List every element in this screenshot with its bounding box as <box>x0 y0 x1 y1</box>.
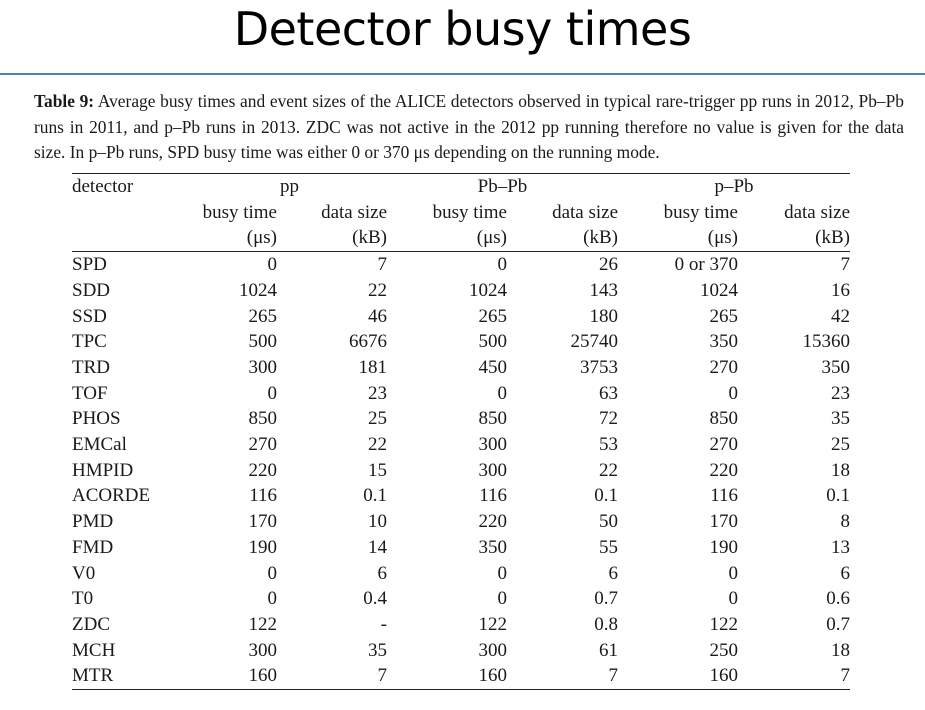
value-cell: 15 <box>368 459 387 481</box>
value-cell: 250 <box>709 639 738 661</box>
value-cell: 122 <box>709 613 738 635</box>
value-cell: 180 <box>589 305 618 327</box>
table-row <box>72 252 850 278</box>
unit-label: (kB) <box>738 225 850 251</box>
value-cell: 0 <box>497 382 507 404</box>
value-cell: 53 <box>599 434 618 456</box>
detector-name-cell: TPC <box>72 331 107 353</box>
value-cell: 0.7 <box>594 588 618 610</box>
table-row <box>72 304 850 330</box>
value-cell: 850 <box>478 408 507 430</box>
value-cell: 35 <box>368 639 387 661</box>
detector-name-cell: EMCal <box>72 434 127 456</box>
value-cell: 265 <box>478 305 507 327</box>
value-cell: 160 <box>618 663 738 689</box>
value-cell: 18 <box>831 459 850 481</box>
value-cell: 0 <box>267 588 277 610</box>
value-cell: 7 <box>377 254 387 276</box>
value-cell: 15360 <box>802 331 850 353</box>
value-cell: 450 <box>478 356 507 378</box>
value-cell: 35 <box>831 408 850 430</box>
value-cell: 116 <box>710 485 738 507</box>
value-cell: 25 <box>368 408 387 430</box>
value-cell: 300 <box>248 356 277 378</box>
value-cell: - <box>380 613 387 635</box>
value-cell: 8 <box>840 511 850 533</box>
detector-name-cell: PHOS <box>72 408 121 430</box>
value-cell: 350 <box>478 536 507 558</box>
value-cell: 25 <box>831 434 850 456</box>
detector-name-cell: TOF <box>72 382 108 404</box>
header-empty <box>72 225 192 251</box>
value-cell: 6 <box>840 562 850 584</box>
value-cell: 1024 <box>700 279 738 301</box>
header-detector: detector <box>72 174 192 200</box>
value-cell: 0.4 <box>363 588 387 610</box>
detector-name-cell: V0 <box>72 562 96 584</box>
table-row <box>72 483 850 509</box>
unit-label: (kB) <box>277 225 387 251</box>
unit-label: (μs) <box>387 225 507 251</box>
value-cell: 116 <box>249 485 277 507</box>
value-cell: 160 <box>387 663 507 689</box>
value-cell: 0.8 <box>594 613 618 635</box>
value-cell: 1024 <box>469 279 507 301</box>
value-cell: 0.1 <box>363 485 387 507</box>
value-cell: 7 <box>507 663 618 689</box>
value-cell: 0 or 370 <box>674 254 738 276</box>
header-empty <box>72 200 192 226</box>
unit-label: (μs) <box>192 225 277 251</box>
detector-name-cell: HMPID <box>72 459 134 481</box>
table-row <box>72 509 850 535</box>
table-row <box>72 561 850 587</box>
value-cell: 0 <box>728 382 738 404</box>
value-cell: 160 <box>192 663 277 689</box>
value-cell: 143 <box>589 279 618 301</box>
value-cell: 61 <box>599 639 618 661</box>
value-cell: 0 <box>267 382 277 404</box>
value-cell: 13 <box>831 536 850 558</box>
detector-name-cell: ACORDE <box>72 485 151 507</box>
subheader: busy time <box>432 201 507 223</box>
value-cell: 0.1 <box>826 485 850 507</box>
subheader: busy time <box>202 201 277 223</box>
value-cell: 0 <box>497 588 507 610</box>
subheader: busy time <box>663 201 738 223</box>
value-cell: 265 <box>248 305 277 327</box>
value-cell: 10 <box>368 511 387 533</box>
caption-label: Table 9: <box>34 91 95 111</box>
header-row-units <box>72 225 850 251</box>
value-cell: 170 <box>709 511 738 533</box>
detector-name-cell: T0 <box>72 588 94 610</box>
value-cell: 46 <box>368 305 387 327</box>
value-cell: 26 <box>599 254 618 276</box>
value-cell: 0 <box>728 588 738 610</box>
subheader: data size <box>321 201 387 223</box>
table-row <box>72 535 850 561</box>
value-cell: 0 <box>497 562 507 584</box>
table-row <box>72 406 850 432</box>
header-group-pbpb: Pb–Pb <box>387 174 618 200</box>
header-row-groups <box>72 174 850 200</box>
value-cell: 6676 <box>349 331 387 353</box>
value-cell: 500 <box>478 331 507 353</box>
detector-name-cell: PMD <box>72 511 114 533</box>
table-row <box>72 638 850 664</box>
subheader: data size <box>784 201 850 223</box>
value-cell: 7 <box>738 663 850 689</box>
table-row <box>72 586 850 612</box>
value-cell: 0 <box>497 254 507 276</box>
table-row <box>72 458 850 484</box>
value-cell: 350 <box>821 356 850 378</box>
value-cell: 270 <box>709 356 738 378</box>
value-cell: 500 <box>248 331 277 353</box>
slide-title: Detector busy times <box>233 2 692 56</box>
value-cell: 265 <box>709 305 738 327</box>
table-row <box>72 612 850 638</box>
header-row-subheaders <box>72 200 850 226</box>
value-cell: 22 <box>599 459 618 481</box>
value-cell: 3753 <box>580 356 618 378</box>
value-cell: 0.7 <box>826 613 850 635</box>
value-cell: 270 <box>248 434 277 456</box>
table-row <box>72 663 850 689</box>
value-cell: 300 <box>478 639 507 661</box>
value-cell: 55 <box>599 536 618 558</box>
value-cell: 0 <box>267 254 277 276</box>
detector-name-cell: TRD <box>72 356 110 378</box>
value-cell: 23 <box>368 382 387 404</box>
value-cell: 122 <box>248 613 277 635</box>
value-cell: 0 <box>728 562 738 584</box>
value-cell: 18 <box>831 639 850 661</box>
value-cell: 170 <box>248 511 277 533</box>
caption-text: Average busy times and event sizes of the ALICE detectors observed in typical rare-trigger pp runs in 2012, Pb–Pb runs in 2011, and p–Pb runs in 2013. ZDC was not active in the 2012 pp running therefore no value is given for the data size. In p–Pb runs, SPD busy time was either 0 or 370 μs depending on the running mode. <box>34 91 904 162</box>
value-cell: 270 <box>709 434 738 456</box>
value-cell: 220 <box>248 459 277 481</box>
value-cell: 6 <box>377 562 387 584</box>
table-row <box>72 329 850 355</box>
value-cell: 0.1 <box>594 485 618 507</box>
value-cell: 1024 <box>239 279 277 301</box>
value-cell: 190 <box>248 536 277 558</box>
value-cell: 220 <box>709 459 738 481</box>
table-caption <box>34 89 904 166</box>
detector-name-cell: MCH <box>72 639 116 661</box>
value-cell: 300 <box>478 459 507 481</box>
detector-name-cell: SSD <box>72 305 107 327</box>
value-cell: 72 <box>599 408 618 430</box>
title-divider <box>0 73 925 75</box>
value-cell: 25740 <box>570 331 618 353</box>
table-body <box>72 252 850 690</box>
header-group-ppb: p–Pb <box>618 174 850 200</box>
value-cell: 300 <box>478 434 507 456</box>
value-cell: 63 <box>599 382 618 404</box>
value-cell: 0 <box>267 562 277 584</box>
table-row <box>72 278 850 304</box>
unit-label: (μs) <box>618 225 738 251</box>
value-cell: 23 <box>831 382 850 404</box>
detector-name-cell: FMD <box>72 536 114 558</box>
table-row <box>72 355 850 381</box>
value-cell: 42 <box>831 305 850 327</box>
header-group-pp: pp <box>192 174 387 200</box>
detector-name-cell: SPD <box>72 254 107 276</box>
table-row <box>72 381 850 407</box>
value-cell: 300 <box>248 639 277 661</box>
detector-name-cell: ZDC <box>72 613 110 635</box>
subheader: data size <box>552 201 618 223</box>
value-cell: 190 <box>709 536 738 558</box>
value-cell: 22 <box>368 279 387 301</box>
value-cell: 0.6 <box>826 588 850 610</box>
value-cell: 6 <box>608 562 618 584</box>
value-cell: 14 <box>368 536 387 558</box>
value-cell: 7 <box>277 663 387 689</box>
value-cell: 850 <box>248 408 277 430</box>
value-cell: 16 <box>831 279 850 301</box>
value-cell: 181 <box>358 356 387 378</box>
value-cell: 122 <box>478 613 507 635</box>
table-row <box>72 432 850 458</box>
value-cell: 50 <box>599 511 618 533</box>
value-cell: 7 <box>840 254 850 276</box>
value-cell: 116 <box>479 485 507 507</box>
value-cell: 850 <box>709 408 738 430</box>
detector-name-cell: SDD <box>72 279 111 301</box>
value-cell: 350 <box>709 331 738 353</box>
busy-times-table <box>72 173 850 690</box>
detector-name-cell: MTR <box>72 663 192 689</box>
value-cell: 22 <box>368 434 387 456</box>
unit-label: (kB) <box>507 225 618 251</box>
value-cell: 220 <box>478 511 507 533</box>
